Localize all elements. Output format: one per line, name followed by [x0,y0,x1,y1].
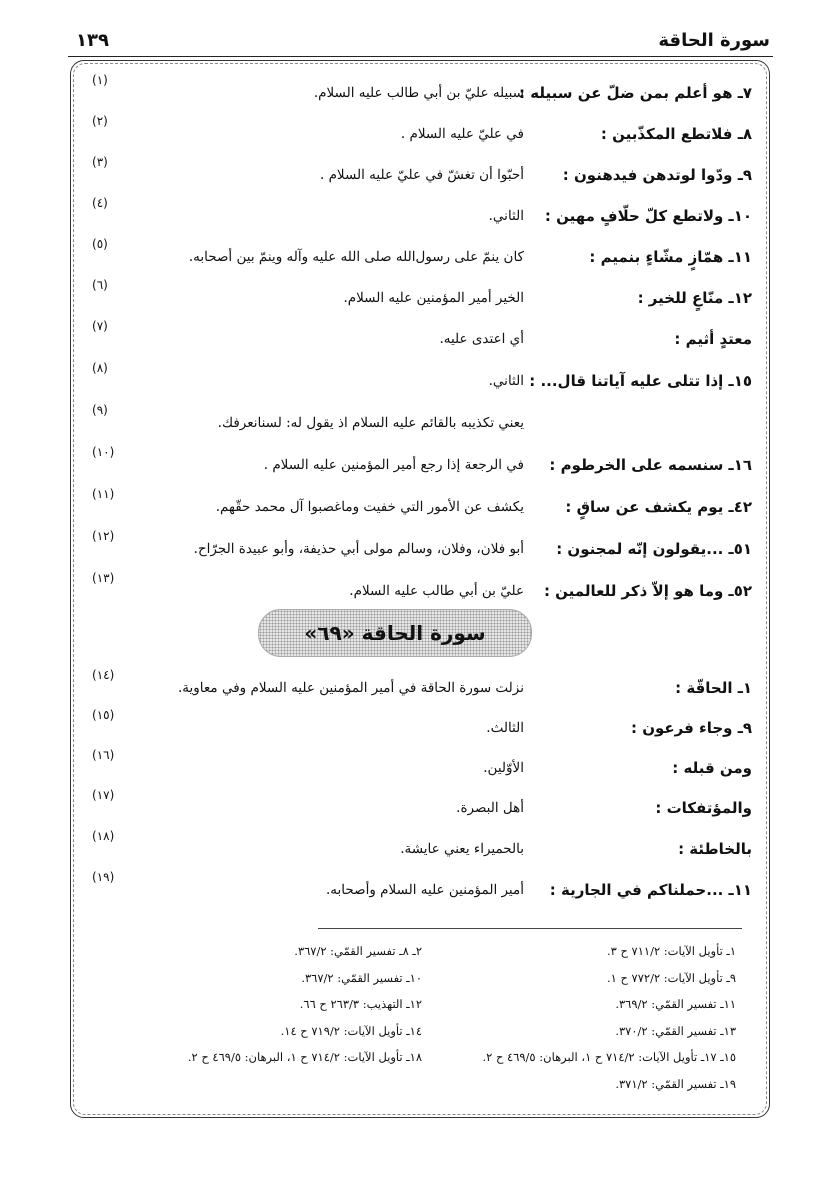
commentary-text: الخير أمير المؤمنين عليه السلام. [343,290,524,306]
verse-text: ١١ـ همّازٍ مشّاءٍ بنميم : [589,248,752,266]
verse-text: ٩ـ وجاء فرعون : [631,719,752,737]
verse-text: ومن قبله : [672,759,752,777]
footnote: ١٢ـ التهذيب: ٢٦٣/٣ ح ٦٦. [299,997,422,1011]
commentary-text: أحبّوا أن تغشّ في عليّ عليه السلام . [319,167,524,183]
verse-text: ٧ـ هو أعلم بمن ضلّ عن سبيله : [519,84,752,102]
table-row [70,237,770,272]
footnote-ref: (٢) [92,114,108,128]
commentary-text: الثالث. [486,720,524,736]
footnote-ref: (١٤) [92,668,115,682]
footnote: ٩ـ تأويل الآيات: ٧٧٢/٢ ح ١. [606,970,736,985]
surah-title: سورة الحاقة «٦٩» [304,621,486,645]
commentary-text: الثاني. [488,373,524,389]
footnote-ref: (٤) [92,196,108,210]
commentary-text: الأوّلين. [483,760,524,776]
table-row [70,196,770,231]
commentary-text: في الرجعة إذا رجع أمير المؤمنين عليه السلام . [263,457,524,473]
table-row [70,870,770,905]
verse-commentary-table-2 [70,670,770,910]
commentary-text: أهل البصرة. [456,800,524,816]
commentary-text: الثاني. [488,208,524,224]
footnote-ref: (١٣) [92,571,115,585]
footnote: ١٩ـ تفسير القمّي: ٣٧١/٢. [615,1076,736,1091]
table-row [70,788,770,823]
verse-text: ١٢ـ منّاعٍ للخير : [637,289,752,307]
verse-text: ١١ـ ...حملناكم في الجارية : [549,881,752,899]
commentary-text: يعني تكذيبه بالقائم عليه السلام اذ يقول له: لسنانعرفك. [217,415,524,431]
commentary-text: عليّ بن أبي طالب عليه السلام. [349,583,524,599]
footnote: ٢ـ ٨ـ تفسير القمّي: ٣٦٧/٢. [294,944,422,958]
footnote-ref: (١٩) [92,870,115,884]
verse-text: ٥٢ـ وما هو إلاّ ذكر للعالمين : [543,582,752,600]
table-row [70,73,770,108]
commentary-text: يكشف عن الأمور التي خفيت وماغصبوا آل محمد حقّهم. [215,499,524,515]
footnote: ١٥ـ ١٧ـ تأويل الآيات: ٧١٤/٢ ح ١، البرهان: ٤٦٩/٥ ح ٢. [482,1050,736,1064]
commentary-text: سبيله عليّ بن أبي طالب عليه السلام. [313,85,524,101]
footnote-ref: (١٧) [92,788,115,802]
footnote-ref: (٦) [92,278,108,292]
footnote: ١٨ـ تأويل الآيات: ٧١٤/٢ ح ١، البرهان: ٤٦٩/٥ ح ٢. [187,1050,422,1064]
table-row [70,361,770,396]
table-row [70,668,770,703]
footnote-ref: (٨) [92,361,108,375]
verse-text: ٩ـ ودّوا لوتدهن فيدهنون : [562,166,752,184]
page-number: ١٣٩ [76,30,109,51]
footnote-ref: (٣) [92,155,108,169]
footnote-ref: (١٦) [92,748,115,762]
commentary-text: في عليّ عليه السلام . [400,126,524,142]
table-row [70,829,770,864]
page-header [70,28,770,58]
verse-text: بالخاطئة : [678,840,752,858]
table-row [70,708,770,743]
commentary-text: نزلت سورة الحاقة في أمير المؤمنين عليه السلام وفي معاوية. [177,680,524,696]
footnote: ١٠ـ تفسير القمّي: ٣٦٧/٢. [301,970,422,985]
table-row [70,487,770,522]
commentary-text: بالحميراء يعني عايشة. [400,841,524,857]
table-row [70,114,770,149]
verse-commentary-table-1 [70,64,770,614]
footnote: ١٤ـ تأويل الآيات: ٧١٩/٢ ح ١٤. [280,1023,422,1038]
table-row [70,155,770,190]
commentary-text: أي اعتدى عليه. [439,331,524,347]
footnote-divider [318,928,742,929]
verse-text: ١٥ـ إذا تتلى عليه آياتنا قال... : [529,372,752,390]
verse-text: معتدٍ أثيم : [674,330,752,348]
footnote: ١١ـ تفسير القمّي: ٣٦٩/٢. [615,997,736,1011]
footnote-ref: (٩) [92,403,108,417]
verse-text: ٨ـ فلاتطع المكذّبين : [600,125,752,143]
footnote-ref: (١٢) [92,529,115,543]
footnote: ١ـ تأويل الآيات: ٧١١/٢ ح ٣. [606,944,736,958]
table-row [70,403,770,438]
commentary-text: أمير المؤمنين عليه السلام وأصحابه. [326,882,524,898]
verse-text: ١٦ـ سنسمه على الخرطوم : [549,456,752,474]
footnote-ref: (٥) [92,237,108,251]
verse-text: ١ـ الحاقّة : [675,679,752,697]
footnote-ref: (١٠) [92,445,115,459]
footnote-ref: (١٨) [92,829,115,843]
table-row [70,529,770,564]
table-row [70,748,770,783]
running-title: سورة الحاقة [658,30,770,51]
verse-text: ٥١ـ ...يقولون إنّه لمجنون : [556,540,752,558]
footnote-ref: (١٥) [92,708,115,722]
footnote: ١٣ـ تفسير القمّي: ٣٧٠/٢. [615,1023,736,1038]
commentary-text: كان ينمّ على رسول‌الله صلى الله عليه وآله وينمّ بين أصحابه. [188,249,524,265]
footnote-ref: (٧) [92,319,108,333]
surah-title-banner [258,609,532,657]
header-divider [68,56,773,57]
footnote-ref: (١١) [92,487,115,501]
commentary-text: أبو فلان، وفلان، وسالم مولى أبي حذيفة، وأبو عبيدة الجرّاح. [193,541,524,557]
footnotes-left-column [122,938,422,1071]
verse-text: والمؤتفكات : [655,799,752,817]
footnote-ref: (١) [92,73,108,87]
table-row [70,319,770,354]
verse-text: ٤٢ـ يوم يكشف عن ساقٍ : [565,498,752,516]
table-row [70,278,770,313]
table-row [70,445,770,480]
table-row [70,571,770,606]
footnotes-right-column [482,938,736,1097]
verse-text: ١٠ـ ولاتطع كلّ حلّافٍ مهين : [544,207,752,225]
